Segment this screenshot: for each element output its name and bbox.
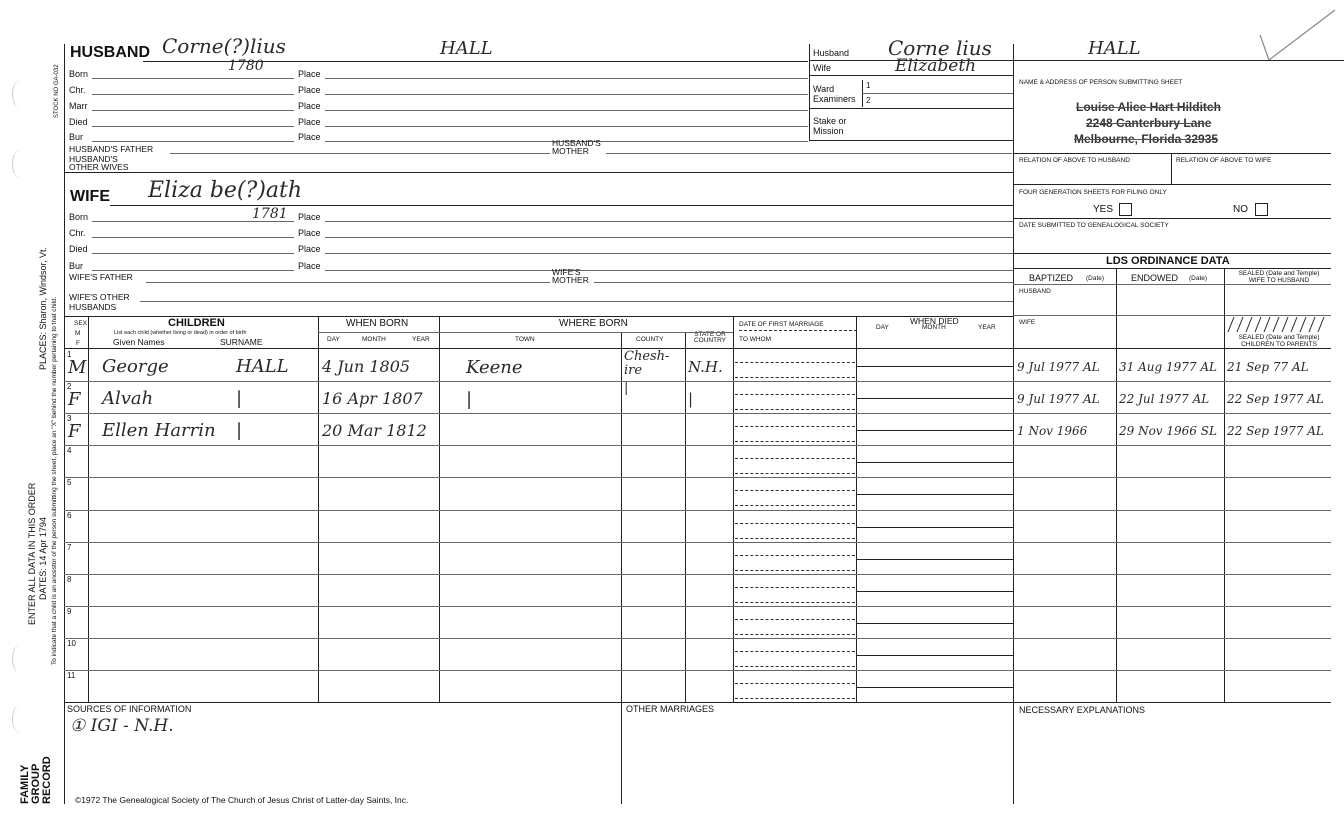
child-endowed: 29 Nov 1966 SL bbox=[1119, 424, 1217, 438]
wife-born-value: 1781 bbox=[252, 206, 288, 222]
stake-label: Stake or bbox=[813, 116, 847, 126]
copyright: ©1972 The Genealogical Society of The Church of Jesus Christ of Latter-day Saints, Inc. bbox=[75, 795, 409, 805]
marriage-date-line bbox=[735, 490, 855, 491]
stock-number: STOCK NO GA-032 bbox=[54, 64, 60, 118]
hatch-pattern bbox=[1226, 316, 1330, 333]
died-line bbox=[856, 366, 1013, 367]
side-enter: ENTER ALL DATA IN THIS ORDER bbox=[27, 482, 37, 625]
rule bbox=[325, 253, 1013, 254]
wifes-mother-label: WIFE'S MOTHER bbox=[552, 267, 589, 285]
child-birth-state: N.H. bbox=[688, 358, 723, 376]
row-rule bbox=[64, 381, 1331, 382]
to-whom-line bbox=[735, 538, 855, 539]
to-whom-line bbox=[735, 666, 855, 667]
to-whom-line bbox=[735, 698, 855, 699]
child-number: 2 bbox=[67, 382, 72, 391]
child-number: 6 bbox=[67, 511, 72, 520]
died-month-label: MONTH bbox=[922, 324, 946, 331]
to-whom-label: TO WHOM bbox=[739, 336, 772, 343]
rule bbox=[1013, 184, 1331, 185]
child-endowed: 31 Aug 1977 AL bbox=[1119, 360, 1217, 374]
husbands-other-wives-label: HUSBAND'S OTHER WIVES bbox=[69, 154, 129, 172]
marriage-date-line bbox=[735, 651, 855, 652]
rule bbox=[140, 301, 1013, 302]
rule bbox=[1171, 153, 1172, 184]
child-sex: M bbox=[68, 357, 87, 378]
husband-chr-label: Chr. bbox=[69, 85, 86, 95]
husband-marr-place-label: Place bbox=[298, 101, 321, 111]
ord-col-divider bbox=[1224, 268, 1225, 702]
child-given-name: George bbox=[102, 356, 169, 377]
child-number: 9 bbox=[67, 607, 72, 616]
child-number: 4 bbox=[67, 446, 72, 455]
header-bottom bbox=[64, 348, 1013, 349]
sources-value: ① IGI - N.H. bbox=[70, 716, 174, 736]
husband-born-value: 1780 bbox=[228, 58, 264, 74]
rule bbox=[1013, 284, 1331, 285]
rule bbox=[325, 126, 808, 127]
side-places: PLACES: Sharon, Windsor, Vt. bbox=[38, 246, 48, 370]
rule bbox=[739, 330, 857, 331]
submitter-name: Louise Alice Hart Hilditch bbox=[1076, 100, 1221, 114]
marriage-date-line bbox=[735, 394, 855, 395]
husband-chr-place-label: Place bbox=[298, 85, 321, 95]
other-marriages-label: OTHER MARRIAGES bbox=[626, 704, 715, 714]
lds-title: LDS ORDINANCE DATA bbox=[1106, 255, 1230, 267]
rule bbox=[325, 94, 808, 95]
to-whom-line bbox=[735, 570, 855, 571]
col-line bbox=[88, 316, 89, 702]
husband-marr-label: Marr bbox=[69, 101, 88, 111]
row-rule bbox=[64, 574, 1331, 575]
row-rule bbox=[64, 542, 1331, 543]
marriage-date-line bbox=[735, 555, 855, 556]
child-number: 3 bbox=[67, 414, 72, 423]
family-group-record-title: FAMILY GROUP RECORD bbox=[19, 756, 53, 804]
born-month-label: MONTH bbox=[362, 336, 386, 343]
child-sealed: 21 Sep 77 AL bbox=[1227, 360, 1309, 374]
wife-bur-label: Bur bbox=[69, 261, 84, 271]
right-wife-label: Wife bbox=[813, 63, 831, 73]
row-rule bbox=[64, 510, 1331, 511]
died-line bbox=[856, 687, 1013, 688]
husband-born-place-label: Place bbox=[298, 69, 321, 79]
punch-hole bbox=[12, 150, 27, 178]
rule bbox=[318, 332, 439, 333]
rule bbox=[92, 110, 294, 111]
died-line bbox=[856, 430, 1013, 431]
punch-hole bbox=[12, 80, 27, 108]
ord-husband-label: HUSBAND bbox=[1019, 288, 1051, 295]
child-birth-town: | bbox=[466, 389, 473, 410]
sealed-wife-label: SEALED (Date and Temple) WIFE TO HUSBAND bbox=[1238, 270, 1320, 284]
husband-heading: HUSBAND bbox=[70, 44, 150, 61]
died-line bbox=[856, 591, 1013, 592]
wife-bur-place-label: Place bbox=[298, 261, 321, 271]
died-line bbox=[856, 494, 1013, 495]
side-dates: DATES: 14 Apr 1794 bbox=[38, 517, 48, 600]
died-line bbox=[856, 559, 1013, 560]
to-whom-line bbox=[735, 441, 855, 442]
mission-label: Mission bbox=[813, 126, 844, 136]
right-husband-surname: HALL bbox=[1088, 38, 1141, 59]
born-year-label: YEAR bbox=[412, 336, 430, 343]
county-label: COUNTY bbox=[636, 336, 664, 343]
four-gen-label: FOUR GENERATION SHEETS FOR FILING ONLY bbox=[1019, 189, 1167, 196]
row-rule bbox=[64, 638, 1331, 639]
sex-m-label: M bbox=[75, 330, 81, 337]
died-line bbox=[856, 527, 1013, 528]
baptized-label: BAPTIZED bbox=[1029, 273, 1074, 283]
rule bbox=[606, 153, 1012, 154]
rule bbox=[1013, 348, 1331, 349]
marriage-date-line bbox=[735, 619, 855, 620]
relation-wife-label: RELATION OF ABOVE TO WIFE bbox=[1176, 157, 1272, 164]
wife-heading: WIFE bbox=[70, 188, 110, 205]
to-whom-line bbox=[735, 602, 855, 603]
child-number: 7 bbox=[67, 543, 72, 552]
child-baptized: 9 Jul 1977 AL bbox=[1017, 392, 1100, 406]
rule bbox=[809, 108, 1013, 109]
rule bbox=[92, 78, 294, 79]
rule bbox=[325, 78, 808, 79]
no-label: NO bbox=[1233, 204, 1248, 215]
rule bbox=[92, 141, 294, 142]
child-number: 11 bbox=[67, 671, 76, 680]
sex-label: SEX bbox=[74, 320, 88, 327]
rule bbox=[809, 140, 1013, 141]
submitter-street: 2248 Canterbury Lane bbox=[1086, 116, 1212, 130]
sealed-children-label: SEALED (Date and Temple) CHILDREN TO PARENTS bbox=[1238, 334, 1320, 348]
rule bbox=[809, 75, 1013, 76]
date-submitted-label: DATE SUBMITTED TO GENEALOGICAL SOCIETY bbox=[1019, 222, 1169, 229]
wife-given-name: Eliza be(?)ath bbox=[148, 178, 303, 203]
children-subtitle: List each child (whether living or dead) in order of birth bbox=[114, 330, 247, 336]
child-given-name: Ellen Harrin bbox=[102, 420, 216, 441]
child-sex: F bbox=[68, 421, 81, 442]
husbands-mother-label: HUSBAND'S MOTHER bbox=[552, 138, 601, 156]
rule bbox=[92, 237, 294, 238]
surname-label: SURNAME bbox=[220, 337, 263, 347]
rule bbox=[1013, 253, 1331, 254]
marriage-date-line bbox=[735, 523, 855, 524]
died-line bbox=[856, 462, 1013, 463]
right-husband-given: Corne lius bbox=[888, 36, 992, 60]
wife-name-line bbox=[110, 205, 1013, 206]
col-line bbox=[856, 316, 857, 702]
rule bbox=[92, 253, 294, 254]
child-surname: HALL bbox=[236, 356, 289, 377]
child-birth-state: | bbox=[688, 390, 694, 408]
husband-box-border bbox=[809, 44, 810, 140]
yes-label: YES bbox=[1093, 204, 1114, 215]
col-line bbox=[318, 316, 319, 702]
died-year-label: YEAR bbox=[978, 324, 996, 331]
col-line bbox=[439, 316, 440, 702]
child-number: 8 bbox=[67, 575, 72, 584]
child-surname: | bbox=[236, 420, 243, 441]
section-divider bbox=[64, 172, 1013, 173]
child-birth-town: Keene bbox=[466, 357, 523, 378]
to-whom-line bbox=[735, 473, 855, 474]
children-heading: CHILDREN bbox=[168, 317, 225, 329]
marriage-date-line bbox=[735, 362, 855, 363]
wife-born-label: Born bbox=[69, 212, 89, 222]
child-given-name: Alvah bbox=[102, 388, 154, 409]
endowed-date-label: (Date) bbox=[1189, 275, 1208, 282]
right-panel-border bbox=[1013, 44, 1014, 804]
no-checkbox[interactable] bbox=[1255, 203, 1268, 216]
child-birth-county: | bbox=[624, 381, 629, 396]
child-number: 5 bbox=[67, 478, 72, 487]
row-rule bbox=[64, 670, 1331, 671]
rule bbox=[325, 270, 1013, 271]
rule bbox=[862, 93, 1013, 94]
child-sex: F bbox=[68, 389, 81, 410]
rule bbox=[1013, 153, 1331, 154]
examiner-2: 2 bbox=[866, 96, 871, 105]
rule bbox=[594, 282, 1013, 283]
child-surname: | bbox=[236, 388, 243, 409]
marriage-date-line bbox=[735, 458, 855, 459]
husbands-father-label: HUSBAND'S FATHER bbox=[69, 144, 154, 154]
submitter-city: Melbourne, Florida 32935 bbox=[1074, 132, 1219, 146]
rule bbox=[325, 110, 808, 111]
punch-hole bbox=[12, 705, 27, 733]
died-line bbox=[856, 623, 1013, 624]
child-born-date: 4 Jun 1805 bbox=[322, 357, 411, 376]
rule bbox=[92, 126, 294, 127]
child-endowed: 22 Jul 1977 AL bbox=[1119, 392, 1210, 406]
child-number: 1 bbox=[67, 350, 72, 359]
rule bbox=[92, 94, 294, 95]
child-sealed: 22 Sep 1977 AL bbox=[1227, 392, 1324, 406]
to-whom-line bbox=[735, 505, 855, 506]
where-born-label: WHERE BORN bbox=[559, 318, 628, 329]
rule bbox=[809, 60, 1344, 61]
ord-col-divider bbox=[1116, 268, 1117, 702]
husband-born-label: Born bbox=[69, 69, 89, 79]
child-born-date: 16 Apr 1807 bbox=[322, 389, 423, 408]
rule bbox=[325, 221, 1013, 222]
to-whom-line bbox=[735, 377, 855, 378]
right-husband-label: Husband bbox=[813, 48, 850, 58]
child-baptized: 9 Jul 1977 AL bbox=[1017, 360, 1100, 374]
ward-label: Ward bbox=[813, 84, 835, 94]
died-line bbox=[856, 655, 1013, 656]
ord-wife-label: WIFE bbox=[1019, 319, 1036, 326]
rule bbox=[92, 270, 294, 271]
sex-f-label: F bbox=[76, 340, 80, 347]
right-wife-value: Elizabeth bbox=[895, 56, 977, 76]
wife-died-place-label: Place bbox=[298, 244, 321, 254]
husband-died-label: Died bbox=[69, 117, 88, 127]
first-marriage-label: DATE OF FIRST MARRIAGE bbox=[739, 321, 824, 328]
rule bbox=[439, 332, 733, 333]
child-baptized: 1 Nov 1966 bbox=[1017, 424, 1088, 438]
row-rule bbox=[64, 606, 1331, 607]
col-line bbox=[621, 332, 622, 804]
row-rule bbox=[64, 445, 1331, 446]
town-label: TOWN bbox=[515, 336, 535, 343]
examiners-label: Examiners bbox=[813, 94, 856, 104]
died-day-label: DAY bbox=[876, 324, 889, 331]
sources-label: SOURCES OF INFORMATION bbox=[67, 704, 192, 714]
row-rule bbox=[64, 477, 1331, 478]
relation-husband-label: RELATION OF ABOVE TO HUSBAND bbox=[1019, 157, 1130, 164]
husband-bur-label: Bur bbox=[69, 132, 84, 142]
baptized-date-label: (Date) bbox=[1086, 275, 1105, 282]
necessary-explanations-label: NECESSARY EXPLANATIONS bbox=[1019, 705, 1146, 715]
when-born-label: WHEN BORN bbox=[346, 318, 409, 329]
marriage-date-line bbox=[735, 426, 855, 427]
rule bbox=[1013, 218, 1331, 219]
marriage-date-line bbox=[735, 587, 855, 588]
rule bbox=[170, 153, 550, 154]
endowed-label: ENDOWED bbox=[1131, 273, 1178, 283]
to-whom-line bbox=[735, 409, 855, 410]
examiner-1: 1 bbox=[866, 81, 871, 90]
punch-hole bbox=[12, 645, 27, 673]
side-indicate: To indicate that a child is an ancestor of the person submitting the sheet, place an "X" behind the number pertaining to that child. bbox=[51, 296, 58, 665]
wifes-father-label: WIFE'S FATHER bbox=[69, 272, 133, 282]
state-country-label: STATE OR COUNTRY bbox=[693, 331, 727, 344]
yes-checkbox[interactable] bbox=[1119, 203, 1132, 216]
died-line bbox=[856, 398, 1013, 399]
wifes-other-husbands-label: WIFE'S OTHER HUSBANDS bbox=[69, 292, 130, 312]
child-born-date: 20 Mar 1812 bbox=[322, 421, 427, 440]
child-sealed: 22 Sep 1977 AL bbox=[1227, 424, 1324, 438]
marriage-date-line bbox=[735, 683, 855, 684]
check-mark-icon bbox=[1255, 5, 1340, 65]
born-day-label: DAY bbox=[327, 336, 340, 343]
wife-born-place-label: Place bbox=[298, 212, 321, 222]
rule bbox=[325, 237, 1013, 238]
left-border bbox=[64, 44, 65, 804]
col-line bbox=[685, 332, 686, 702]
given-names-label: Given Names bbox=[113, 337, 165, 347]
to-whom-line bbox=[735, 634, 855, 635]
when-died-label: WHEN DIED bbox=[910, 316, 959, 326]
husband-given-name: Corne(?)lius bbox=[162, 34, 286, 58]
col-line bbox=[733, 316, 734, 702]
wife-chr-place-label: Place bbox=[298, 228, 321, 238]
name-address-label: NAME & ADDRESS OF PERSON SUBMITTING SHEET bbox=[1019, 79, 1183, 86]
husband-bur-place-label: Place bbox=[298, 132, 321, 142]
child-birth-county: Chesh-ire bbox=[624, 349, 670, 378]
husband-died-place-label: Place bbox=[298, 117, 321, 127]
rule bbox=[1013, 268, 1331, 269]
wife-chr-label: Chr. bbox=[69, 228, 86, 238]
rule bbox=[92, 221, 294, 222]
row-rule bbox=[64, 413, 1331, 414]
child-number: 10 bbox=[67, 639, 76, 648]
table-bottom bbox=[64, 702, 1331, 703]
wife-died-label: Died bbox=[69, 244, 88, 254]
husband-surname: HALL bbox=[440, 38, 493, 59]
rule bbox=[146, 282, 550, 283]
